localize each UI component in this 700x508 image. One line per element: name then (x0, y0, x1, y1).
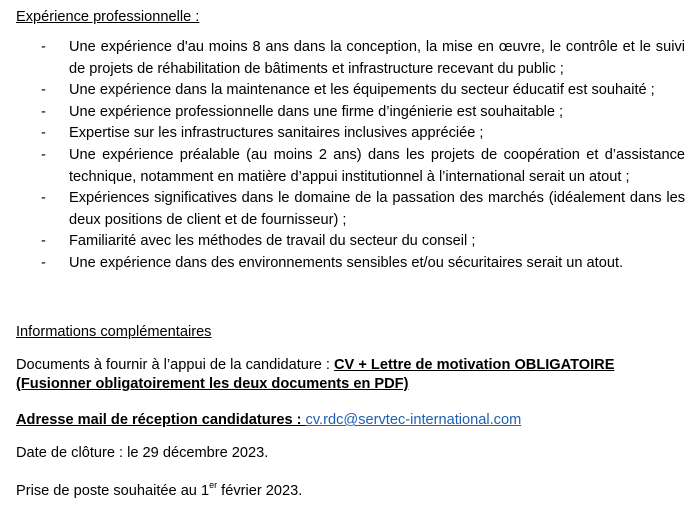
bullet-dash: - (41, 39, 46, 55)
start-prefix: Prise de poste souhaitée au 1 (16, 483, 210, 499)
start-suffix: février 2023. (217, 483, 303, 499)
closing-date: Date de clôture : le 29 décembre 2023. (16, 445, 269, 461)
documents-paragraph (16, 356, 686, 394)
list-item (0, 145, 685, 188)
documents-label: Documents à fournir à l’appui de la candidature : (16, 357, 335, 373)
mail-label: Adresse mail de réception candidatures : (16, 412, 306, 428)
list-item-text: Familiarité avec les méthodes de travail du secteur du conseil ; (69, 233, 476, 250)
documents-required: CV + Lettre de motivation OBLIGATOIRE (334, 357, 615, 373)
list-item (0, 102, 685, 124)
start-sup: er (209, 480, 218, 491)
list-item (0, 123, 685, 145)
list-item-text: Expériences significatives dans le domaine de la passation des marchés (idéalement dans les deux positions de client et de fournisseur) ; (69, 190, 685, 228)
list-item-text: Une expérience dans la maintenance et les équipements du secteur éducatif est souhaité ; (69, 82, 655, 99)
experience-heading: Expérience professionnelle : (16, 9, 200, 25)
list-item-text: Une expérience professionnelle dans une firme d’ingénierie est souhaitable ; (69, 103, 564, 120)
mail-paragraph (16, 411, 686, 430)
documents-note: (Fusionner obligatoirement les deux documents en PDF) (16, 376, 409, 392)
bullet-dash: - (41, 125, 46, 142)
bullet-dash: - (41, 146, 46, 163)
experience-list (0, 37, 700, 275)
list-item-text: Une expérience dans des environnements sensibles et/ou sécuritaires serait un atout. (69, 254, 624, 271)
bullet-dash: - (41, 103, 46, 120)
list-item (0, 253, 685, 275)
start-date (16, 482, 686, 501)
list-item (0, 80, 685, 102)
list-item (0, 231, 685, 253)
info-heading: Informations complémentaires (16, 324, 212, 340)
bullet-dash: - (41, 190, 46, 207)
bullet-dash: - (41, 233, 46, 250)
list-item-text: Expertise sur les infrastructures sanitaires inclusives appréciée ; (69, 125, 484, 142)
list-item (0, 188, 685, 231)
bullet-dash: - (41, 254, 46, 271)
list-item-text: Une expérience d'au moins 8 ans dans la conception, la mise en œuvre, le contrôle et le suivi de projets de réhabilitation de bâtiments et infrastructure recevant du public ; (69, 39, 685, 77)
list-item (0, 37, 685, 80)
list-item-text: Une expérience préalable (au moins 2 ans) dans les projets de coopération et d’assistance technique, notamment en matière d’appui institutionnel à l’international serait un atout ; (69, 146, 685, 185)
bullet-dash: - (41, 82, 46, 99)
mail-link[interactable]: cv.rdc@servtec-international.com (305, 412, 522, 428)
